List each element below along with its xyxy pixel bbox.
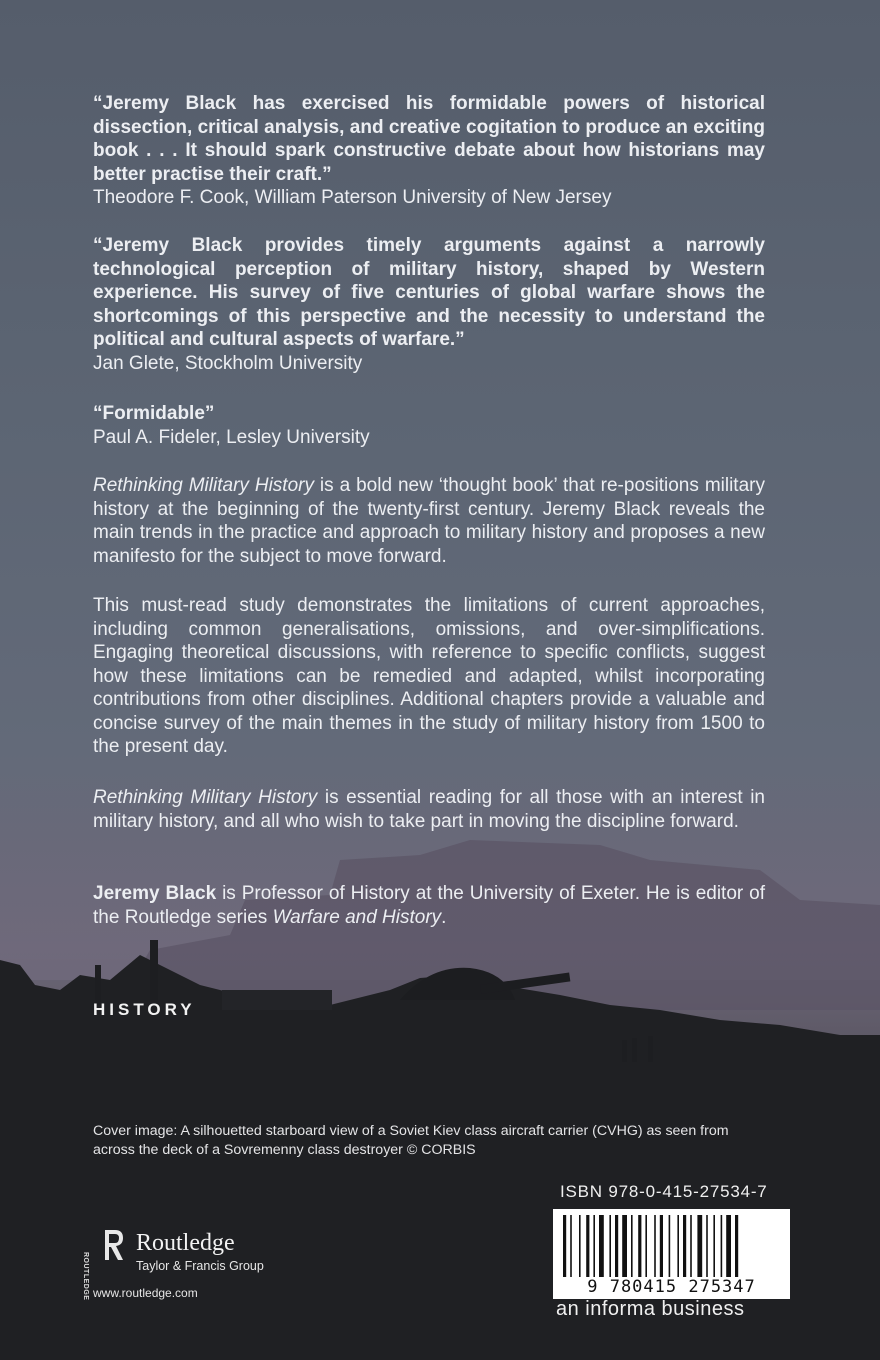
- book-title: Rethinking Military History: [93, 787, 318, 808]
- cover-image-credit: Cover image: A silhouetted starboard view of a Soviet Kiev class aircraft carrier (CVHG) as seen from across the deck of a Sovremenny class destroyer © CORBIS: [93, 1123, 729, 1158]
- publisher-name: Routledge: [136, 1230, 235, 1256]
- book-title: Rethinking Military History: [93, 475, 314, 496]
- publisher-group: Taylor & Francis Group: [136, 1259, 264, 1273]
- informa-tagline: an informa business: [556, 1298, 745, 1320]
- publisher-url[interactable]: www.routledge.com: [93, 1286, 198, 1300]
- praise-attribution-1: Theodore F. Cook, William Paterson University of New Jersey: [93, 187, 612, 208]
- description-paragraph-1: Rethinking Military History is a bold new ‘thought book’ that re-positions military history at the beginning of the twenty-first century. Jeremy Black reveals the main trends in the practice and approach to military history and proposes a new manifesto for the subject to move forward.: [93, 475, 765, 567]
- routledge-r-icon: [93, 1226, 123, 1281]
- praise-attribution-3: Paul A. Fideler, Lesley University: [93, 427, 370, 448]
- author-name: Jeremy Black: [93, 883, 217, 904]
- praise-quote-1: “Jeremy Black has exercised his formidable powers of historical dissection, critical analysis, and creative cogitation to produce an exciting book . . . It should spark constructive debate about how historians may better practise their craft.”: [93, 93, 765, 185]
- author-bio: Jeremy Black is Professor of History at the University of Exeter. He is editor of the Routledge series Warfare and History.: [93, 883, 765, 928]
- praise-attribution-2: Jan Glete, Stockholm University: [93, 353, 363, 374]
- isbn-number: ISBN 978-0-415-27534-7: [560, 1182, 768, 1201]
- series-title: Warfare and History: [272, 906, 442, 928]
- routledge-vertical-text: ROUTLEDGE: [82, 1252, 89, 1301]
- barcode: [553, 1209, 790, 1299]
- description-paragraph-3: Rethinking Military History is essential reading for all those with an interest in military history, and all who wish to take part in moving the discipline forward.: [93, 787, 765, 832]
- category-label: HISTORY: [93, 1000, 196, 1019]
- praise-quote-2: “Jeremy Black provides timely arguments against a narrowly technological perception of military history, shaped by Western experience. His survey of five centuries of global warfare shows the shortcomings of this perspective and the necessity to understand the political and cultural aspects of warfare.”: [93, 235, 765, 350]
- praise-quote-3: “Formidable”: [93, 403, 215, 424]
- description-paragraph-2: This must-read study demonstrates the limitations of current approaches, including common generalisations, omissions, and over-simplifications. Engaging theoretical discussions, with reference to specific conflicts, suggest how these limitations can be remedied and adapted, whilst incorporating contributions from other disciplines. Additional chapters provide a valuable and concise survey of the main themes in the study of military history from 1500 to the present day.: [93, 595, 765, 757]
- barcode-digits: 9 780415 275347: [587, 1277, 756, 1297]
